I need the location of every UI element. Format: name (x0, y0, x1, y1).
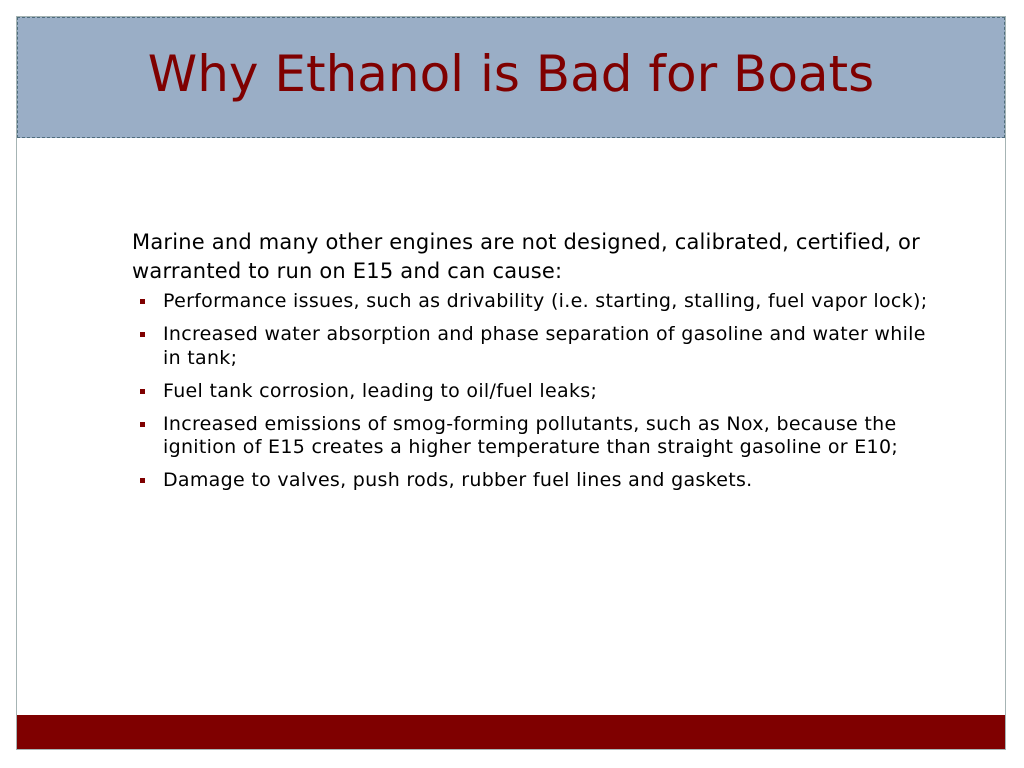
bullet-item (132, 380, 932, 404)
square-bullet-icon (140, 478, 145, 483)
bullet-text: Increased emissions of smog-forming pollutants, such as Nox, because the ignition of E15 creates a higher temperature than straight gasoline or E10; (163, 412, 899, 458)
square-bullet-icon (140, 332, 145, 337)
bullet-item (132, 290, 932, 314)
intro-paragraph: Marine and many other engines are not designed, calibrated, certified, or warranted to run on E15 and can cause: (132, 230, 920, 283)
bullet-item (132, 413, 932, 460)
square-bullet-icon (140, 422, 145, 427)
square-bullet-icon (140, 299, 145, 304)
slide-title: Why Ethanol is Bad for Boats (147, 44, 875, 103)
bullet-item (132, 469, 932, 493)
square-bullet-icon (140, 389, 145, 394)
bullet-text: Performance issues, such as drivability (i.e. starting, stalling, fuel vapor lock); (163, 290, 928, 312)
bullet-text: Fuel tank corrosion, leading to oil/fuel leaks; (163, 379, 598, 402)
bullet-item (132, 323, 932, 370)
title-bar (17, 17, 1005, 138)
bullet-list (132, 290, 932, 493)
bullet-text: Damage to valves, push rods, rubber fuel lines and gaskets. (163, 469, 753, 491)
bullet-text: Increased water absorption and phase separation of gasoline and water while in tank; (163, 323, 926, 369)
content-area (132, 228, 932, 502)
footer-bar (17, 715, 1005, 749)
